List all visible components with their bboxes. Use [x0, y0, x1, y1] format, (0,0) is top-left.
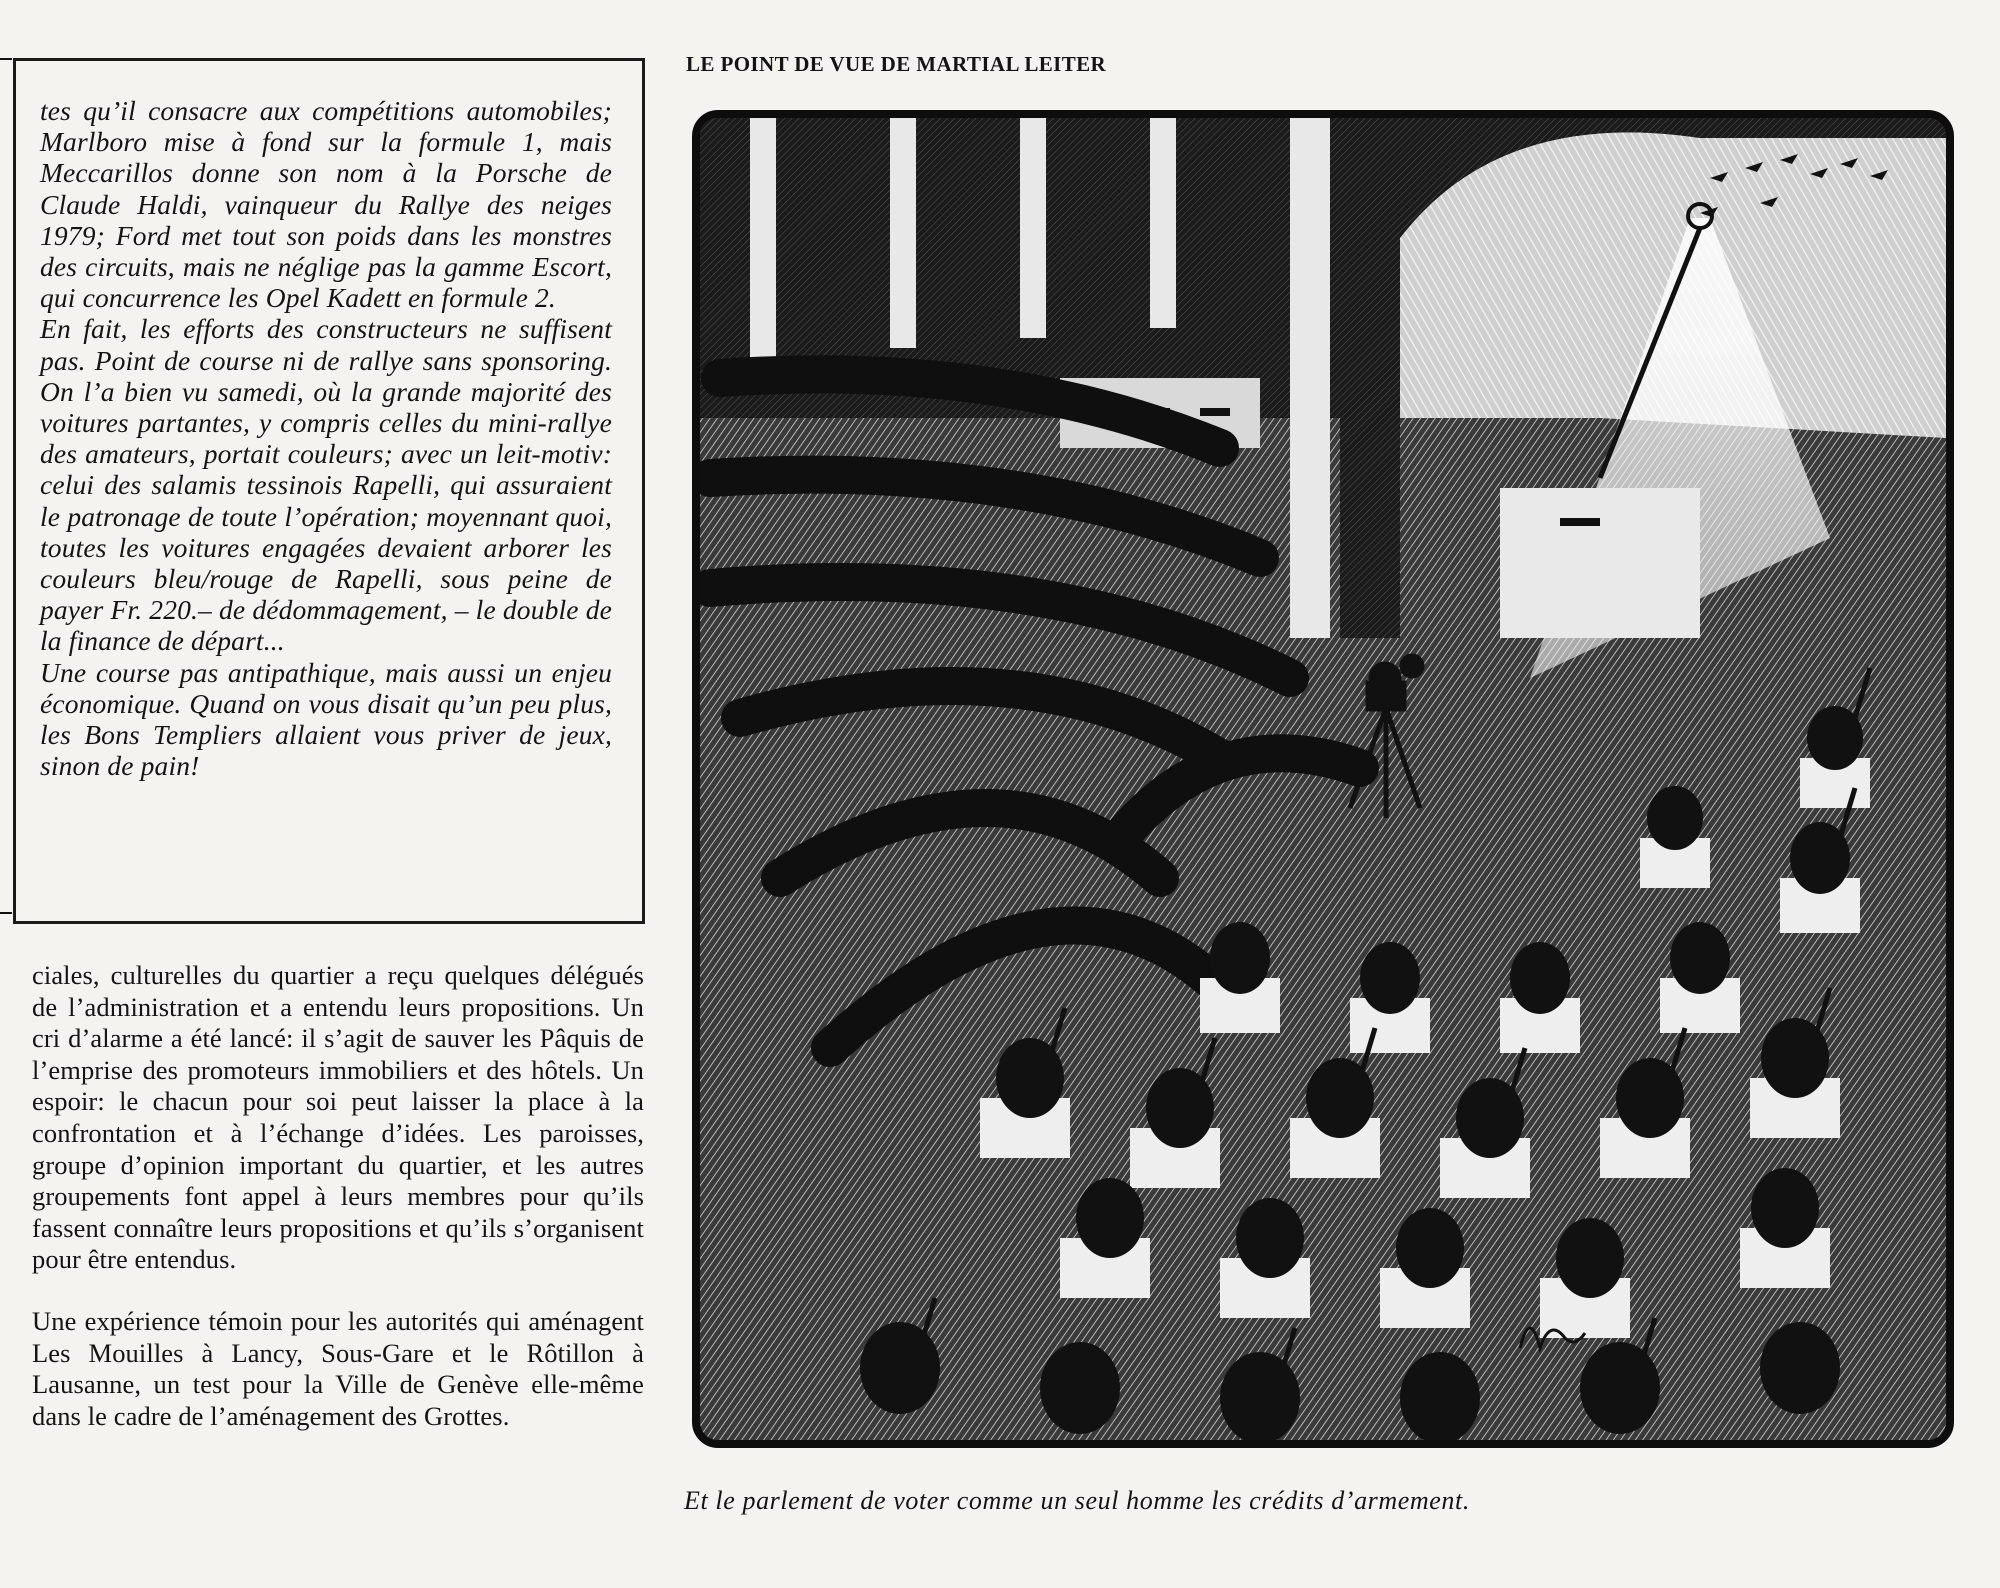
sidebar-paragraph-3: Une course pas antipathique, mais aussi un enjeu économique. Quand on vous disait qu’un peu plus, les Bons Templiers allaient vous priver de jeux, sinon de pain!: [40, 656, 612, 782]
sidebar-box: [13, 58, 645, 924]
speaker-desk: [1500, 488, 1700, 638]
main-text-column: [32, 960, 644, 1432]
parliament-drawing: [700, 118, 1946, 1440]
cartoon-illustration: [692, 110, 1954, 1448]
cartoon-header: LE POINT DE VUE DE MARTIAL LEITER: [686, 52, 1107, 76]
main-paragraph-1: ciales, culturelles du quartier a reçu quelques délégués de l’administration et a entendu leurs propositions. Un cri d’alarme a été lancé: il s’agit de sauver les Pâquis de l’emprise des promoteurs immobiliers et des hôtels. Un espoir: le chacun pour soi peut laisser la place à la confrontation et à l’échange d’idées. Les paroisses, groupe d’opinion important du quartier, et les autres groupements font appel à leurs membres pour qu’ils fassent connaître leurs propositions et qu’ils s’organisent pour être entendus.: [32, 960, 644, 1275]
left-margin-rule-lower: [0, 912, 12, 914]
main-paragraph-2: Une expérience témoin pour les autorités qui aménagent Les Mouilles à Lancy, Sous-Gare et le Rôtillon à Lausanne, un test pour la Ville de Genève elle-même dans le cadre de l’aménagement des Grottes.: [32, 1305, 644, 1431]
sidebar-paragraph-1: tes qu’il consacre aux compétitions automobiles; Marlboro mise à fond sur la formule 1, mais Meccarillos donne son nom à la Porsche de Claude Haldi, vainqueur du Rallye des neiges 1979; Ford met tout son poids dans les monstres des circuits, mais ne néglige pas la gamme Escort, qui concurrence les Opel Kadett en formule 2.: [40, 95, 612, 314]
sidebar-paragraph-2: En fait, les efforts des constructeurs ne suffisent pas. Point de course ni de rallye sans sponsoring. On l’a bien vu samedi, où la grande majorité des voitures partantes, y compris celles du mini-rallye des amateurs, portait couleurs; avec un leit-motiv: celui des salamis tessinois Rapelli, qui assuraient le patronage de toute l’opération; moyennant quoi, toutes les voitures engagées devaient arborer les couleurs bleu/rouge de Rapelli, sous peine de payer Fr. 220.– de dédommagement, – le double de la finance de départ...: [40, 313, 612, 657]
cartoon-caption: Et le parlement de voter comme un seul homme les crédits d’armement.: [684, 1486, 1470, 1515]
left-margin-rule: [0, 58, 12, 60]
